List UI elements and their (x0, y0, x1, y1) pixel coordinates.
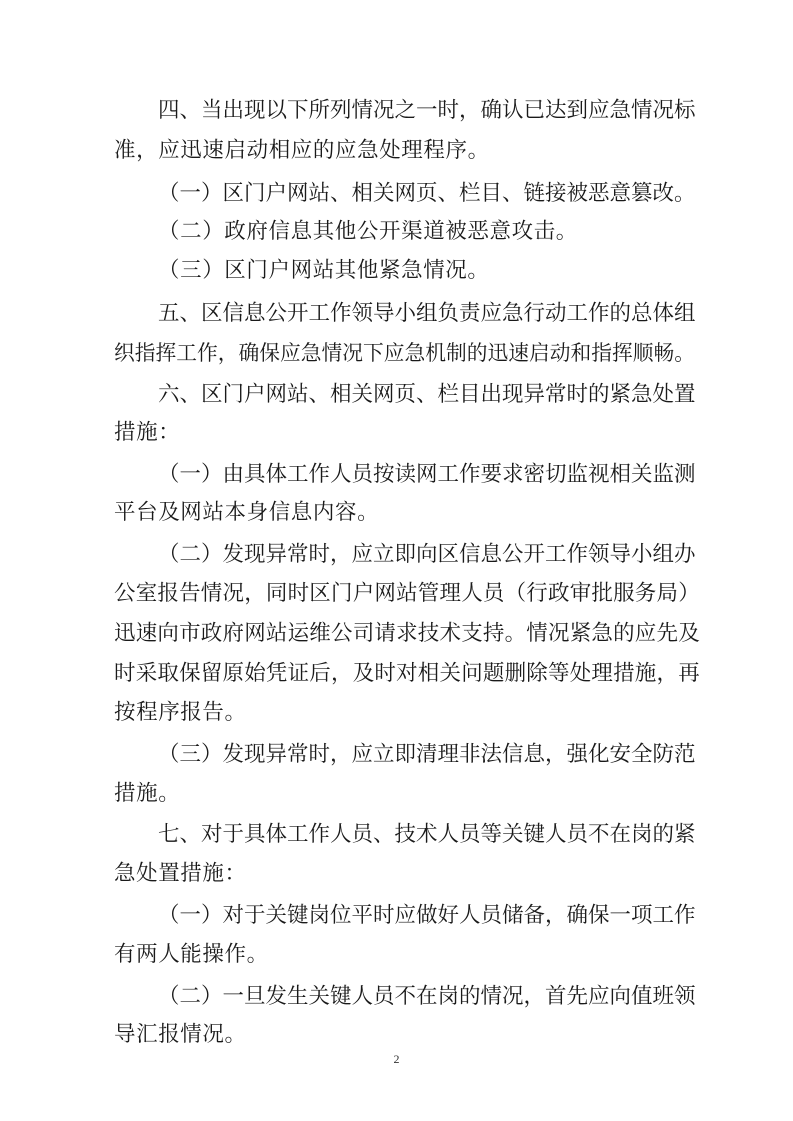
text-line: 织指挥工作，确保应急情况下应急机制的迅速启动和指挥顺畅。 (114, 341, 696, 365)
text-line: （三）区门户网站其他紧急情况。 (158, 258, 490, 283)
text-line: 按程序报告。 (114, 700, 247, 725)
text-line: （一）区门户网站、相关网页、栏目、链接被恶意篡改。 (158, 181, 696, 206)
text-line: 导汇报情况。 (114, 1022, 247, 1047)
text-line: 时采取保留原始凭证后，及时对相关问题删除等处理措施，再 (114, 661, 700, 686)
text-line: 有两人能操作。 (114, 942, 269, 967)
text-line: （二）一旦发生关键人员不在岗的情况，首先应向值班领 (158, 984, 696, 1009)
text-line: 平台及网站本身信息内容。 (114, 500, 380, 525)
page-number: 2 (393, 1052, 400, 1066)
text-line: （一）由具体工作人员按读网工作要求密切监视相关监测 (158, 462, 696, 487)
text-line: （三）发现异常时，应立即清理非法信息，强化安全防范 (158, 742, 696, 767)
text-line: 六、区门户网站、相关网页、栏目出现异常时的紧急处置 (158, 382, 696, 407)
text-line: 迅速向市政府网站运维公司请求技术支持。情况紧急的应先及 (114, 621, 700, 646)
text-line: 准，应迅速启动相应的应急处理程序。 (114, 138, 490, 163)
text-line: 措施。 (114, 781, 181, 806)
text-line: 四、当出现以下所列情况之一时，确认已达到应急情况标 (158, 98, 696, 123)
text-line: 公室报告情况，同时区门户网站管理人员（行政审批服务局） (114, 581, 700, 606)
text-line: 五、区信息公开工作领导小组负责应急行动工作的总体组 (158, 301, 696, 326)
text-line: 措施： (114, 420, 181, 445)
text-line: （二）发现异常时，应立即向区信息公开工作领导小组办 (158, 542, 696, 567)
text-line: （一）对于关键岗位平时应做好人员储备，确保一项工作 (158, 903, 696, 928)
text-line: （二）政府信息其他公开渠道被恶意攻击。 (158, 219, 578, 244)
text-line: 急处置措施： (114, 861, 247, 886)
text-line: 七、对于具体工作人员、技术人员等关键人员不在岗的紧 (158, 822, 696, 847)
